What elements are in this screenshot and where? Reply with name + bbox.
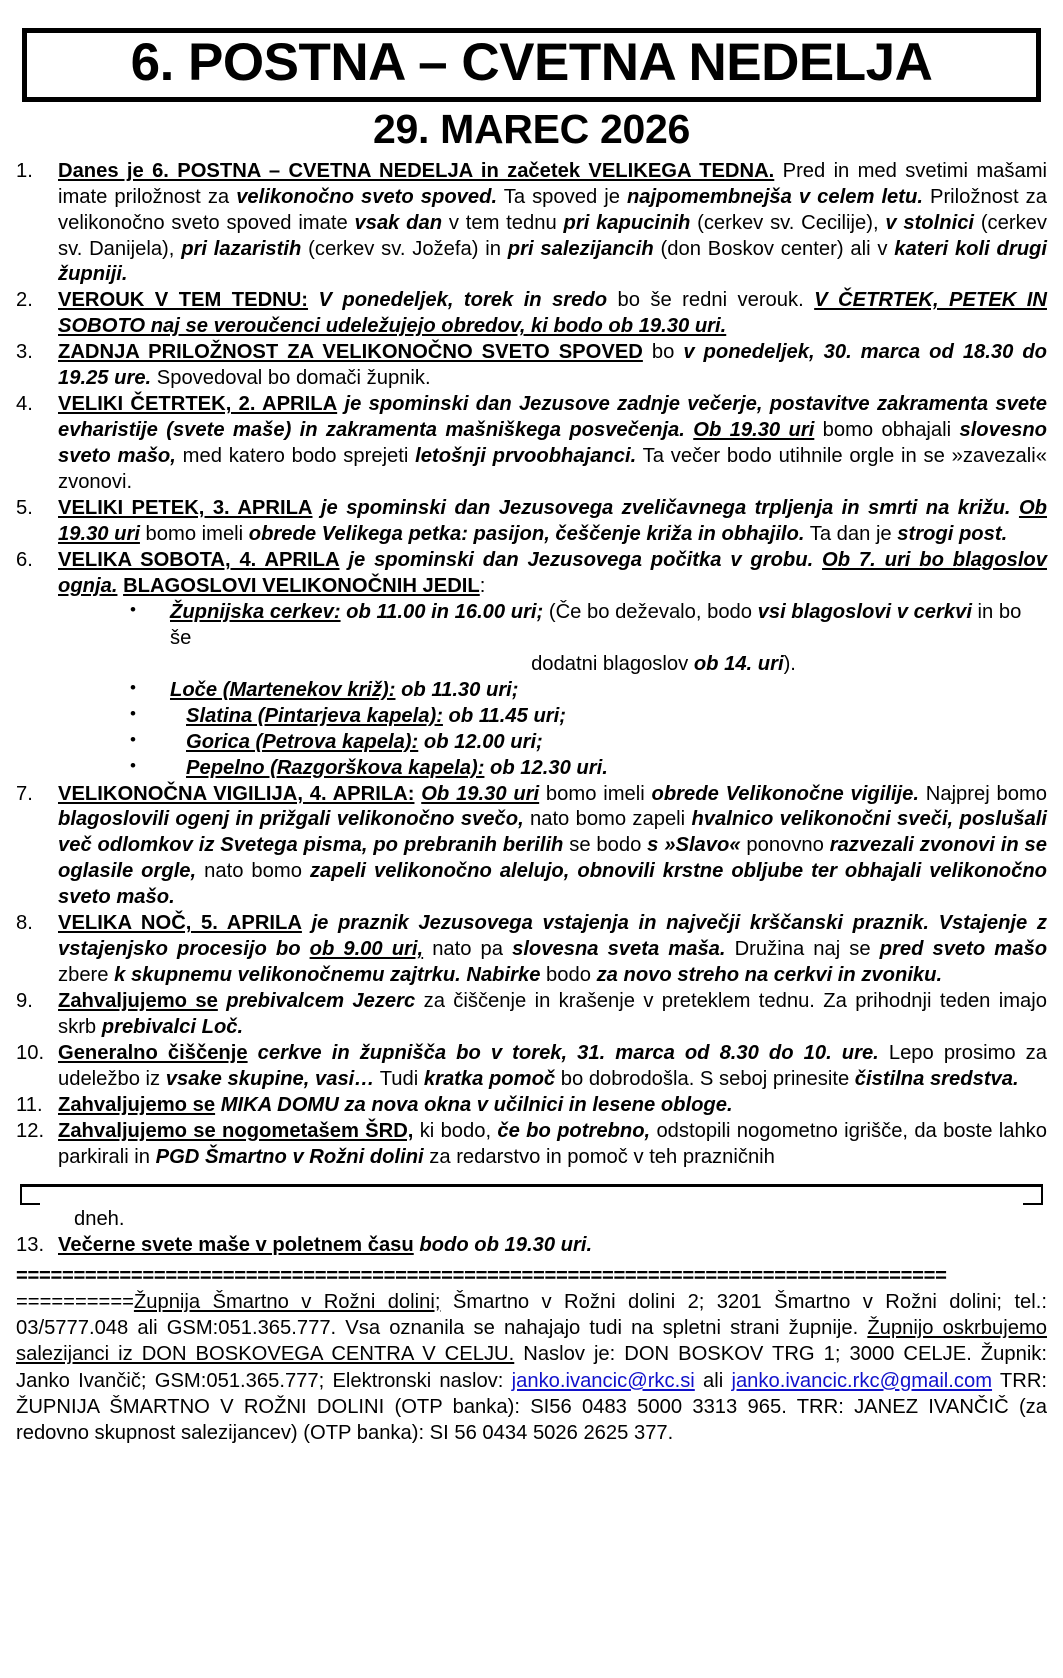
blessing-locations-list [58, 600, 1047, 782]
text-run: ponovno [740, 834, 830, 857]
text-run: Zahvaljujemo se [58, 990, 218, 1013]
text-run: Pepelno (Razgorškova kapela): [186, 756, 485, 779]
text-run: (don Boskov center) ali v [653, 237, 895, 260]
text-run: Tudi [374, 1068, 424, 1090]
list-item [16, 1093, 1047, 1119]
list-item [16, 782, 1047, 912]
list-item-number: 1. [16, 159, 33, 182]
list-item [58, 678, 1047, 704]
text-run: VELIKA SOBOTA, 4. APRILA [58, 548, 340, 571]
text-run: VELIKI PETEK, 3. APRILA [58, 497, 313, 520]
text-run: vsak dan [354, 211, 443, 234]
text-run: pred sveto mašo [879, 938, 1048, 961]
text-run: če bo potrebno, [497, 1119, 651, 1142]
item-12-continuation: dneh. [74, 1207, 125, 1230]
text-run: BLAGOSLOVI VELIKONOČNIH JEDIL [123, 574, 480, 597]
list-item [58, 600, 1047, 678]
text-run: Ob 19.30 uri [421, 782, 540, 805]
text-run: v stolnici [885, 211, 975, 234]
text-run: ob 14. uri [693, 652, 784, 675]
text-run: bo [642, 341, 684, 364]
text-run: k skupnemu velikonočnemu zajtrku. Nabirke [114, 964, 541, 987]
text-run [248, 1042, 258, 1064]
text-run: Zahvaljujemo se [58, 1093, 216, 1116]
text-run: odstopili nogometno igrišče, da boste lahko parkirali in [58, 1119, 1048, 1168]
text-run: za novo streho na cerkvi in zvoniku. [596, 964, 943, 987]
email-link-rkc[interactable]: janko.ivancic@rkc.si [511, 1369, 695, 1392]
text-run: VEROUK V TEM TEDNU: [58, 289, 309, 312]
list-item-number: 11. [16, 1093, 43, 1116]
text-run: za redarstvo in pomoč v teh prazničnih [423, 1145, 775, 1168]
text-run: Ob 19.30 uri [58, 497, 1047, 545]
text-run: Lepo prosimo za udeležbo iz [58, 1042, 1048, 1090]
text-run: Gorica (Petrova kapela): [186, 730, 419, 753]
text-run: v tem tednu [442, 211, 564, 234]
list-item [16, 392, 1047, 496]
list-item [16, 1119, 1047, 1171]
text-run: je spominski dan Jezusovega počitka v grobu. [339, 548, 823, 571]
text-run: prebivalci Loč. [101, 1016, 244, 1039]
text-run: nato bomo [196, 860, 310, 883]
text-run: bomo imeli [539, 782, 652, 805]
text-run: obrede Velikega petka: pasijon, češčenje križa in obhajilo. [248, 522, 805, 545]
page-break-corner-left [20, 1184, 40, 1205]
text-run: Župnijska cerkev: [170, 600, 341, 623]
text-run: (cerkev sv. Danijela), [58, 211, 1047, 260]
text-run: za [338, 1093, 372, 1116]
text-run: čistilna sredstva. [854, 1068, 1019, 1090]
text-run: bo še redni verouk. [607, 289, 815, 312]
text-run: Generalno čiščenje [58, 1042, 248, 1065]
text-run: Župnijo oskrbujemo salezijanci iz DON BOSKOVEGA CENTRA V CELJU. [16, 1317, 1047, 1366]
list-item [16, 989, 1047, 1041]
text-run: pri lazaristih [181, 237, 302, 260]
text-run: Zahvaljujemo se nogometašem ŠRD, [58, 1119, 414, 1142]
text-run: pri kapucinih [563, 211, 691, 234]
list-item [16, 1233, 1047, 1259]
text-run: : [479, 574, 486, 597]
list-item [58, 756, 1047, 782]
page-break-corner-right [1023, 1184, 1043, 1205]
text-run: Slatina (Pintarjeva kapela): [186, 704, 443, 727]
text-run: je praznik Jezusovega vstajenja in največji krščanski praznik. [301, 912, 939, 935]
list-item [16, 548, 1047, 782]
list-item-number: 6. [16, 548, 33, 571]
text-run: bodo [540, 964, 597, 987]
text-run: ali [694, 1369, 732, 1392]
text-run: bo dobrodošla. S seboj prinesite [555, 1068, 855, 1090]
text-run: Večerne svete maše v poletnem času [58, 1233, 414, 1256]
list-item [16, 1041, 1047, 1093]
text-run: slovesno sveto mašo, [58, 419, 1047, 468]
text-run: MIKA DOMU [220, 1093, 339, 1116]
text-run [308, 289, 318, 311]
list-item [16, 159, 1047, 289]
text-run: Ta večer bodo utihnile orgle in se »zavezali« zvonovi. [58, 445, 1047, 494]
text-run: velikonočno sveto spoved. [236, 185, 498, 208]
text-run: najpomembnejša v celem letu. [626, 185, 923, 208]
text-run: strogi post. [897, 522, 1008, 545]
text-run: Ta spoved je [497, 185, 627, 208]
text-run: Šmartno v Rožni dolini 2; 3201 Šmartno v Rožni dolini; tel.: 03/5777.048 ali GSM:051.365.777. Vsa oznanila se nahajajo tudi na spletni strani župnije. [16, 1290, 1047, 1340]
announcements-body [0, 159, 1063, 1447]
text-run: ob 11.30 uri; [395, 678, 519, 701]
list-item-number: 8. [16, 912, 33, 935]
text-run: in bo še [170, 600, 1022, 649]
footer-contact-block [16, 1289, 1047, 1447]
text-run: kratka pomoč [423, 1068, 556, 1090]
text-run: se bodo [563, 834, 648, 857]
text-run: vsi blagoslovi v cerkvi [757, 600, 972, 623]
text-run: slovesna sveta maša. [512, 938, 726, 961]
text-run: ob 11.00 in 16.00 uri; [340, 600, 544, 623]
text-run: Pred in med svetimi mašami imate priložnost za [58, 159, 1047, 208]
text-run: Vstajenje z vstajenjsko procesijo bo [58, 912, 1047, 961]
text-run: (cerkev sv. Cecilije), [690, 211, 886, 234]
text-run: Ob 19.30 uri [693, 419, 815, 442]
text-run: nato pa [423, 938, 513, 961]
text-run: vsake skupine, vasi… [165, 1068, 375, 1090]
text-run: ob 12.30 uri. [484, 756, 608, 779]
text-run: dodatni blagoslov [531, 652, 694, 675]
text-run [218, 990, 226, 1012]
list-item-number: 13. [16, 1233, 45, 1256]
text-run: je spominski dan Jezusove zadnje večerje, postavitve zakramenta svete evharistije (svete maše) in zakramenta mašniškega posvečenja. [58, 393, 1047, 442]
blessing-extra-note [280, 652, 1047, 678]
document-page [0, 28, 1063, 1678]
text-run: cerkve in župnišča bo v torek, 31. marca od 8.30 do 10. ure. [257, 1042, 879, 1065]
list-item-number: 9. [16, 990, 33, 1013]
text-run: kateri koli drugi župniji. [58, 237, 1048, 286]
email-link-gmail[interactable]: janko.ivancic.rkc@gmail.com [731, 1369, 993, 1392]
page-break-rule [20, 1184, 1043, 1187]
text-run: letošnji prvoobhajanci. [415, 445, 637, 468]
text-run: bodo ob 19.30 uri. [419, 1233, 593, 1256]
text-run: s »Slavo« [647, 834, 741, 857]
text-run: bomo imeli [139, 522, 249, 545]
text-run: Loče (Martenekov križ): [170, 678, 396, 701]
footer-separator: ================================================================================= [16, 1264, 947, 1287]
text-run: VELIKI ČETRTEK, 2. APRILA [58, 393, 338, 416]
text-run: PGD Šmartno v Rožni dolini [155, 1145, 424, 1168]
text-run: razvezali zvonovi in se oglasile orgle, [58, 834, 1047, 883]
text-run: v ponedeljek, 30. marca od 18.30 do 19.25 ure. [58, 341, 1047, 390]
text-run: ). [783, 652, 796, 675]
text-run: Priložnost za velikonočno sveto spoved imate [58, 185, 1047, 234]
text-run: TRR: ŽUPNIJA ŠMARTNO V ROŽNI DOLINI (OTP banka): SI56 0483 5000 3313 965. TRR: JANEZ IVANČIČ (za redovno skupnost salezijancev) (OTP banka): SI 56 0434 5026 2625 377. [16, 1369, 1048, 1445]
text-run: med katero bodo sprejeti [175, 445, 416, 468]
text-run: V ČETRTEK, PETEK IN SOBOTO naj se veroučenci udeležujejo obredov, ki bodo ob 19.30 uri. [58, 289, 1047, 338]
list-item-number: 10. [16, 1042, 45, 1065]
text-run: ob 9.00 uri, [309, 938, 424, 961]
announcement-list [16, 159, 1047, 1171]
text-run: nova okna v učilnici in lesene obloge. [371, 1093, 733, 1116]
list-item [16, 288, 1047, 340]
text-run: obrede Velikonočne vigilije. [651, 782, 919, 805]
text-run: ob 12.00 uri; [418, 730, 543, 753]
page-title: 6. POSTNA – CVETNA NEDELJA [130, 33, 933, 92]
text-run: prebivalcem Jezerc [226, 990, 416, 1013]
text-run: (Če bo deževalo, bodo [543, 600, 758, 623]
page-subtitle-date: 29. MAREC 2026 [372, 105, 691, 152]
list-item [16, 911, 1047, 989]
announcement-list-continued [16, 1233, 1047, 1259]
text-run: VELIKONOČNA VIGILIJA, 4. APRILA: [58, 782, 415, 805]
text-run: ========== [16, 1290, 134, 1313]
page-break-marker [16, 1175, 1047, 1205]
text-run: ob 11.45 uri; [442, 704, 566, 727]
text-run: bomo obhajali [814, 419, 960, 442]
list-item-number: 7. [16, 782, 33, 805]
text-run: blagoslovili ogenj in prižgali velikonočno svečo, [58, 808, 524, 831]
parish-name: Župnija Šmartno v Rožni dolini; [133, 1290, 441, 1313]
text-run: Ta dan je [804, 522, 898, 545]
text-run: je spominski dan Jezusovega zveličavnega trpljenja in smrti na križu. [312, 497, 1019, 520]
list-item-number: 3. [16, 341, 33, 364]
list-item-number: 2. [16, 289, 33, 312]
text-run: VELIKA NOČ, 5. APRILA [58, 912, 302, 935]
title-box [22, 28, 1041, 102]
text-run: Naslov je: DON BOSKOV TRG 1; 3000 CELJE. Župnik: Janko Ivančič; GSM:051.365.777; Elektronski naslov: [16, 1343, 1048, 1392]
text-run: Ob 7. uri bo blagoslov ognja. [58, 548, 1047, 597]
text-run: hvalnico velikonočni sveči, poslušali več odlomkov iz Svetega pisma, po prebranih berilih [58, 808, 1047, 857]
list-item [58, 704, 1047, 730]
list-item [16, 340, 1047, 392]
list-item [16, 496, 1047, 548]
text-run: pri salezijancih [507, 237, 654, 260]
list-item [58, 730, 1047, 756]
text-run: Spovedoval bo domači župnik. [151, 367, 431, 390]
list-item-number: 5. [16, 497, 33, 520]
list-item-number: 12. [16, 1119, 45, 1142]
text-run: za čiščenje in krašenje v preteklem tednu. Za prihodnji teden imajo skrb [58, 990, 1047, 1039]
text-run: V ponedeljek, torek in sredo [318, 289, 608, 312]
text-run: Danes je 6. POSTNA – CVETNA NEDELJA in začetek VELIKEGA TEDNA. [58, 159, 775, 182]
text-run: zbere [58, 964, 115, 987]
text-run: zapeli velikonočno alelujo, obnovili krstne obljube ter obhajali velikonočno sveto mašo. [58, 860, 1047, 909]
text-run: ZADNJA PRILOŽNOST ZA VELIKONOČNO SVETO SPOVED [58, 341, 643, 364]
text-run: Družina naj se [725, 938, 880, 961]
text-run: (cerkev sv. Jožefa) in [301, 237, 508, 260]
text-run: Najprej bomo [918, 782, 1047, 805]
text-run: ki bodo, [413, 1119, 498, 1142]
text-run: nato bomo zapeli [523, 808, 692, 831]
list-item-number: 4. [16, 393, 33, 416]
